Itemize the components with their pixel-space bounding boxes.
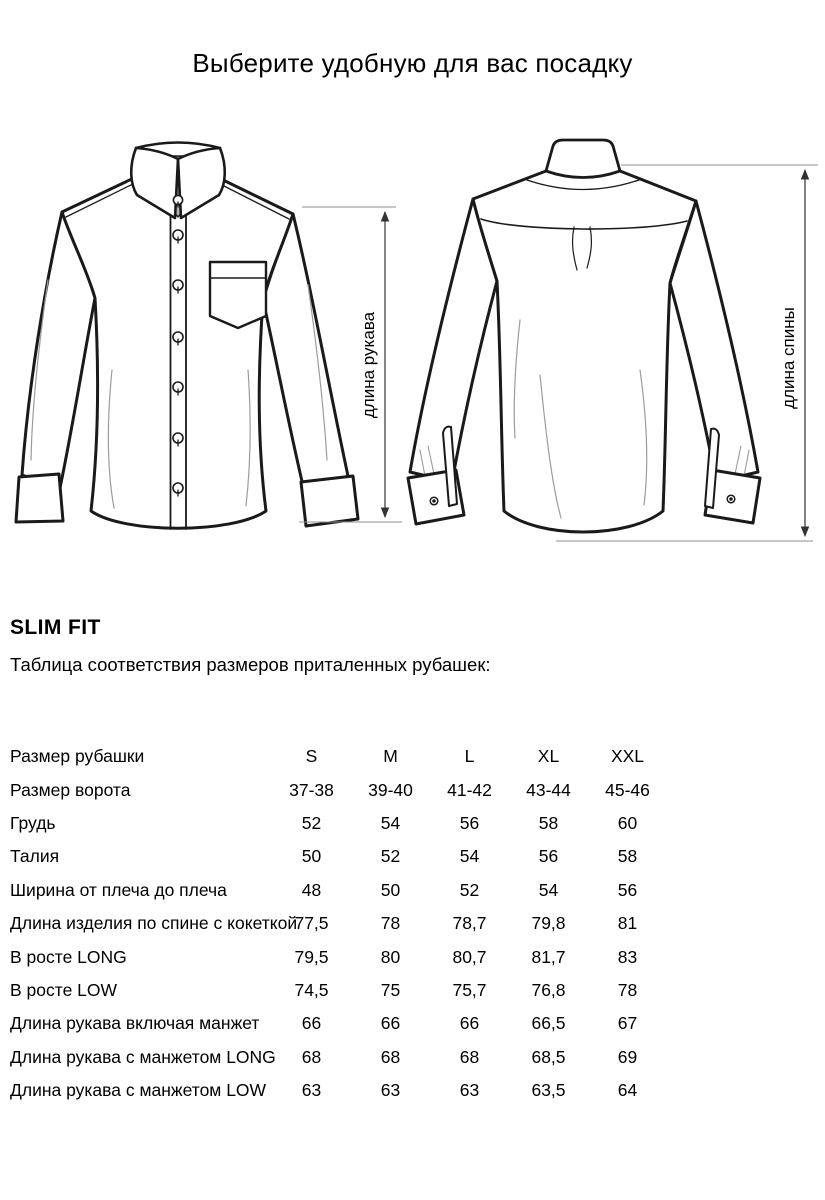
size-cell: 54 bbox=[459, 846, 480, 867]
size-cell: 66,5 bbox=[531, 1013, 566, 1034]
size-cell: 81,7 bbox=[531, 946, 566, 967]
row-label: Размер рубашки bbox=[10, 746, 145, 767]
size-cell: 58 bbox=[617, 846, 638, 867]
table-row bbox=[10, 1074, 710, 1107]
size-cell: 37-38 bbox=[289, 779, 334, 800]
row-label: В росте LOW bbox=[10, 979, 118, 1000]
size-cell: L bbox=[464, 746, 475, 767]
size-cell: 69 bbox=[617, 1046, 638, 1067]
table-row bbox=[10, 974, 710, 1007]
size-cell: 56 bbox=[617, 879, 638, 900]
size-cell: 76,8 bbox=[531, 979, 566, 1000]
size-cell: 80,7 bbox=[452, 946, 487, 967]
size-cell: 58 bbox=[538, 812, 559, 833]
size-cell: 63 bbox=[459, 1080, 480, 1101]
table-row bbox=[10, 807, 710, 840]
size-cell: XL bbox=[537, 746, 560, 767]
size-cell: 79,5 bbox=[294, 946, 329, 967]
row-label: Длина изделия по спине с кокеткой bbox=[10, 913, 298, 934]
table-row bbox=[10, 740, 710, 773]
size-cell: 67 bbox=[617, 1013, 638, 1034]
front-right-cuff bbox=[301, 476, 358, 526]
size-cell: 54 bbox=[538, 879, 559, 900]
size-cell: 78 bbox=[380, 913, 401, 934]
row-label: Длина рукава с манжетом LOW bbox=[10, 1080, 267, 1101]
size-table bbox=[10, 740, 710, 1107]
size-cell: 66 bbox=[301, 1013, 322, 1034]
size-cell: 68 bbox=[380, 1046, 401, 1067]
size-cell: 63 bbox=[301, 1080, 322, 1101]
size-cell: 77,5 bbox=[294, 913, 329, 934]
table-row bbox=[10, 907, 710, 940]
size-cell: 43-44 bbox=[526, 779, 571, 800]
size-cell: 60 bbox=[617, 812, 638, 833]
size-cell: 75 bbox=[380, 979, 401, 1000]
shirt-diagram bbox=[0, 120, 825, 560]
row-label: Грудь bbox=[10, 812, 56, 833]
size-cell: M bbox=[383, 746, 398, 767]
row-label: Талия bbox=[10, 846, 60, 867]
size-cell: 75,7 bbox=[452, 979, 487, 1000]
row-label: Ширина от плеча до плеча bbox=[10, 879, 227, 900]
page-title: Выберите удобную для вас посадку bbox=[192, 48, 633, 78]
size-cell: 68 bbox=[301, 1046, 322, 1067]
size-cell: 45-46 bbox=[605, 779, 650, 800]
size-cell: 64 bbox=[617, 1080, 638, 1101]
row-label: Длина рукава включая манжет bbox=[10, 1013, 260, 1034]
row-label: Длина рукава с манжетом LONG bbox=[10, 1046, 276, 1067]
size-cell: 50 bbox=[380, 879, 401, 900]
size-cell: 56 bbox=[459, 812, 480, 833]
table-row bbox=[10, 874, 710, 907]
table-caption: Таблица соответствия размеров приталенных рубашек: bbox=[10, 654, 491, 675]
size-cell: 81 bbox=[617, 913, 638, 934]
size-cell: 50 bbox=[301, 846, 322, 867]
back-collar bbox=[546, 140, 620, 178]
table-row bbox=[10, 773, 710, 806]
back-length-label: длина спины bbox=[779, 307, 798, 409]
size-cell: 48 bbox=[301, 879, 322, 900]
size-cell: 52 bbox=[459, 879, 480, 900]
size-cell: 83 bbox=[617, 946, 638, 967]
size-cell: 63 bbox=[380, 1080, 401, 1101]
size-cell: 54 bbox=[380, 812, 401, 833]
sleeve-length-label: длина рукава bbox=[359, 311, 378, 419]
size-cell: 63,5 bbox=[531, 1080, 566, 1101]
size-cell: 78,7 bbox=[452, 913, 487, 934]
front-shirt-drawing bbox=[16, 143, 358, 530]
size-cell: 39-40 bbox=[368, 779, 413, 800]
size-cell: S bbox=[305, 746, 318, 767]
size-cell: XXL bbox=[610, 746, 645, 767]
size-cell: 74,5 bbox=[294, 979, 329, 1000]
size-cell: 79,8 bbox=[531, 913, 566, 934]
size-cell: 52 bbox=[380, 846, 401, 867]
fit-section-heading: SLIM FIT bbox=[10, 616, 101, 639]
back-shirt-drawing bbox=[408, 140, 760, 532]
table-row bbox=[10, 1041, 710, 1074]
table-row bbox=[10, 940, 710, 973]
size-cell: 56 bbox=[538, 846, 559, 867]
row-label: Размер ворота bbox=[10, 779, 131, 800]
size-cell: 41-42 bbox=[447, 779, 492, 800]
chest-pocket bbox=[210, 262, 266, 328]
front-left-cuff bbox=[16, 474, 63, 522]
size-cell: 52 bbox=[301, 812, 322, 833]
table-row bbox=[10, 1007, 710, 1040]
size-cell: 80 bbox=[380, 946, 401, 967]
row-label: В росте LONG bbox=[10, 946, 127, 967]
size-cell: 66 bbox=[380, 1013, 401, 1034]
size-cell: 68 bbox=[459, 1046, 480, 1067]
size-cell: 68,5 bbox=[531, 1046, 566, 1067]
size-cell: 78 bbox=[617, 979, 638, 1000]
size-cell: 66 bbox=[459, 1013, 480, 1034]
table-row bbox=[10, 840, 710, 873]
